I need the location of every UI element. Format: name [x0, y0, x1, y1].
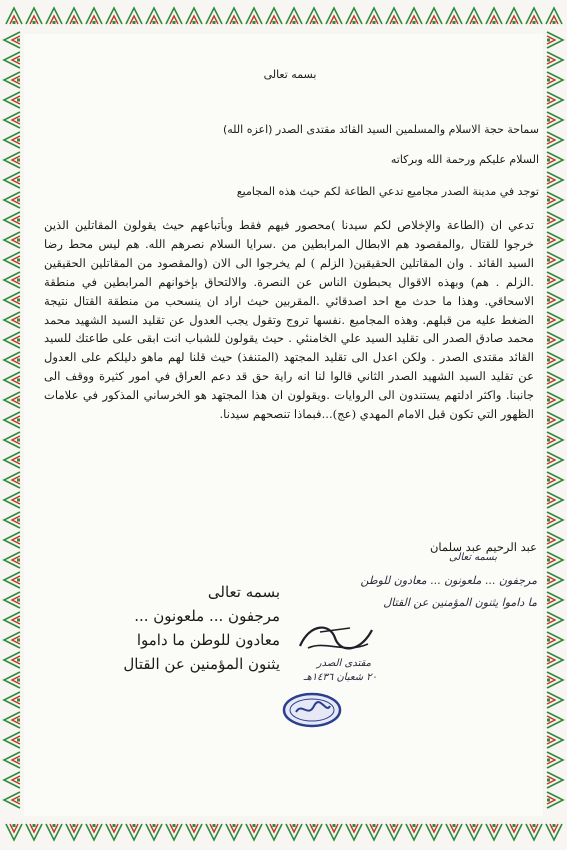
border-motif	[547, 792, 563, 808]
border-motif	[547, 52, 563, 68]
border-motif	[226, 8, 242, 24]
border-motif	[547, 532, 563, 548]
border-motif	[547, 352, 563, 368]
border-motif	[466, 8, 482, 24]
border-motif	[506, 8, 522, 24]
border-motif	[547, 472, 563, 488]
border-motif	[366, 8, 382, 24]
border-motif	[4, 432, 20, 448]
border-motif	[4, 472, 20, 488]
addressee-line: سماحة حجة الاسلام والمسلمين السيد القائد مقتدى الصدر (اعزه الله)	[222, 123, 539, 136]
border-motif	[86, 824, 102, 840]
border-motif	[4, 252, 20, 268]
border-motif	[326, 8, 342, 24]
border-motif	[4, 312, 20, 328]
border-motif	[4, 52, 20, 68]
border-motif	[346, 824, 362, 840]
border-motif	[386, 824, 402, 840]
border-motif	[26, 8, 42, 24]
border-motif	[4, 132, 20, 148]
border-motif	[547, 312, 563, 328]
border-motif	[4, 32, 20, 48]
border-motif	[4, 792, 20, 808]
border-motif	[126, 8, 142, 24]
border-motif	[547, 692, 563, 708]
border-motif	[166, 8, 182, 24]
border-motif	[446, 824, 462, 840]
border-motif	[4, 712, 20, 728]
border-motif	[186, 824, 202, 840]
border-motif	[406, 824, 422, 840]
border-motif	[547, 212, 563, 228]
transcription-line-3: معادون للوطن ما داموا	[136, 631, 280, 649]
border-motif	[547, 92, 563, 108]
border-motif	[426, 824, 442, 840]
border-motif	[547, 592, 563, 608]
border-motif	[4, 272, 20, 288]
border-motif	[286, 8, 302, 24]
border-motif	[547, 432, 563, 448]
border-motif	[4, 232, 20, 248]
border-motif	[547, 552, 563, 568]
border-motif	[547, 372, 563, 388]
border-motif	[547, 652, 563, 668]
border-motif	[4, 72, 20, 88]
border-motif	[4, 112, 20, 128]
border-motif	[4, 612, 20, 628]
border-motif	[366, 824, 382, 840]
border-motif	[46, 824, 62, 840]
border-motif	[547, 72, 563, 88]
border-motif	[547, 392, 563, 408]
border-motif	[4, 552, 20, 568]
border-motif	[446, 8, 462, 24]
border-motif	[4, 92, 20, 108]
border-motif	[547, 292, 563, 308]
border-motif	[106, 8, 122, 24]
handwritten-basmala: بسمه تعالى	[448, 552, 497, 563]
border-motif	[547, 252, 563, 268]
reply-transcription	[60, 580, 280, 676]
border-motif	[547, 412, 563, 428]
border-motif	[486, 824, 502, 840]
greeting-line: السلام عليكم ورحمة الله وبركاته	[390, 153, 539, 166]
border-motif	[66, 8, 82, 24]
border-motif	[406, 8, 422, 24]
transcription-line-2: مرجفون ... ملعونون ...	[134, 607, 280, 625]
border-motif	[547, 712, 563, 728]
border-motif	[66, 824, 82, 840]
border-motif	[86, 8, 102, 24]
border-motif	[547, 772, 563, 788]
border-motif	[526, 8, 542, 24]
border-motif	[206, 824, 222, 840]
border-motif	[306, 8, 322, 24]
border-motif	[4, 592, 20, 608]
border-motif	[466, 824, 482, 840]
border-motif	[6, 8, 22, 24]
border-motif	[547, 732, 563, 748]
intro-line: توجد في مدينة الصدر مجاميع تدعي الطاعة لكم حيث هذه المجاميع	[236, 185, 539, 198]
border-motif	[4, 512, 20, 528]
border-motif	[46, 8, 62, 24]
border-motif	[4, 352, 20, 368]
border-motif	[326, 824, 342, 840]
border-motif	[526, 824, 542, 840]
border-motif	[547, 632, 563, 648]
border-motif	[4, 492, 20, 508]
border-motif	[4, 212, 20, 228]
border-motif	[426, 8, 442, 24]
border-motif	[547, 492, 563, 508]
border-motif	[546, 824, 562, 840]
border-motif	[266, 8, 282, 24]
border-motif	[126, 824, 142, 840]
border-motif	[26, 824, 42, 840]
border-motif	[6, 824, 22, 840]
border-motif	[4, 412, 20, 428]
border-motif	[547, 612, 563, 628]
border-motif	[246, 824, 262, 840]
border-motif	[547, 452, 563, 468]
border-motif	[286, 824, 302, 840]
border-motif	[226, 824, 242, 840]
handwritten-date: ٢٠ شعبان ١٤٣٦هـ	[303, 672, 377, 683]
basmala-heading: بسمه تعالى	[263, 68, 317, 81]
border-motif	[206, 8, 222, 24]
border-motif	[547, 112, 563, 128]
border-motif	[486, 8, 502, 24]
border-motif	[346, 8, 362, 24]
border-motif	[4, 672, 20, 688]
border-motif	[186, 8, 202, 24]
border-motif	[4, 692, 20, 708]
handwritten-signature-name: مقتدى الصدر	[316, 658, 371, 669]
border-motif	[547, 572, 563, 588]
border-motif	[506, 824, 522, 840]
border-motif	[166, 824, 182, 840]
border-motif	[547, 132, 563, 148]
border-motif	[4, 572, 20, 588]
border-motif	[146, 824, 162, 840]
handwritten-line-2: ما داموا يثنون المؤمنين عن القتال	[383, 596, 537, 609]
border-motif	[146, 8, 162, 24]
border-motif	[4, 652, 20, 668]
border-motif	[547, 672, 563, 688]
border-motif	[547, 332, 563, 348]
transcription-line-1: بسمه تعالى	[207, 583, 280, 601]
border-motif	[4, 172, 20, 188]
border-motif	[547, 32, 563, 48]
border-motif	[4, 452, 20, 468]
border-motif	[4, 292, 20, 308]
handwritten-line-1: مرجفون ... ملعونون ... معادون للوطن	[360, 574, 537, 587]
border-motif	[547, 152, 563, 168]
official-seal-icon	[282, 692, 342, 728]
handwritten-signature-stroke	[290, 618, 380, 658]
border-motif	[547, 752, 563, 768]
border-motif	[4, 732, 20, 748]
border-motif	[547, 512, 563, 528]
border-motif	[4, 532, 20, 548]
transcription-line-4: يثنون المؤمنين عن القتال	[123, 655, 280, 673]
border-motif	[266, 824, 282, 840]
border-motif	[4, 632, 20, 648]
sender-signature: عبد الرحيم عبد سلمان	[429, 540, 537, 554]
border-motif	[4, 332, 20, 348]
border-motif	[246, 8, 262, 24]
border-motif	[306, 824, 322, 840]
border-motif	[106, 824, 122, 840]
border-motif	[4, 752, 20, 768]
border-motif	[547, 232, 563, 248]
border-motif	[4, 372, 20, 388]
border-motif	[4, 192, 20, 208]
border-motif	[4, 392, 20, 408]
border-motif	[4, 772, 20, 788]
border-motif	[547, 172, 563, 188]
border-motif	[546, 8, 562, 24]
border-motif	[547, 192, 563, 208]
border-motif	[386, 8, 402, 24]
letter-body: تدعي ان (الطاعة والإخلاص لكم سيدنا )محصور فيهم فقط وبأتباعهم حيث يقولون المقاتلين الذين خرجوا للقتال ,والمقصود هم الابطال المرابطين من .سرايا السلام نصرهم الله. هم ليس محط رضا السيد القائد . وان المقاتلين الحقيقين( الزلم ) لم يخرجوا الى الان (والمقصود من المقاتلين الحقيقين .الزلم . هم) وبهذه الاقوال يحبطون الناس عن النصرة. والالتحاق بإخوانهم المرابطين في منطقة الاسحاقي. وهذا ما حدث مع احد اصدقائي .المقربين حيث اراد ان ينسحب من منطقة القتال نتيجة الضغط عليه من قبلهم. وهذه المجاميع .نفسها تروج وتقول يجب العدول عن تقليد السيد الشهيد محمد محمد صادق الصدر الى تقليد السيد علي الخامنئي . حيث يقولون للشباب انت ابقى على طاعتك للسيد القائد مقتدى الصدر . ولكن اعدل الى تقليد المجتهد (المتنفذ) حيث قلنا لهم ماهو دليلكم على العدول عن تقليد السيد الشهيد الصدر الثاني قالوا لنا انه راية حق قد دعم العراق في امور كثيرة ووقف الى جانبنا. واكثر ادلتهم يستندون الى الروايات .ويقولون ان هذا المجتهد هو الخرساني المذكور في علامات الظهور التي تكون قبل الامام المهدي (عج)...فبماذا تنصحهم سيدنا.	[44, 218, 534, 422]
border-motif	[4, 152, 20, 168]
border-motif	[547, 272, 563, 288]
